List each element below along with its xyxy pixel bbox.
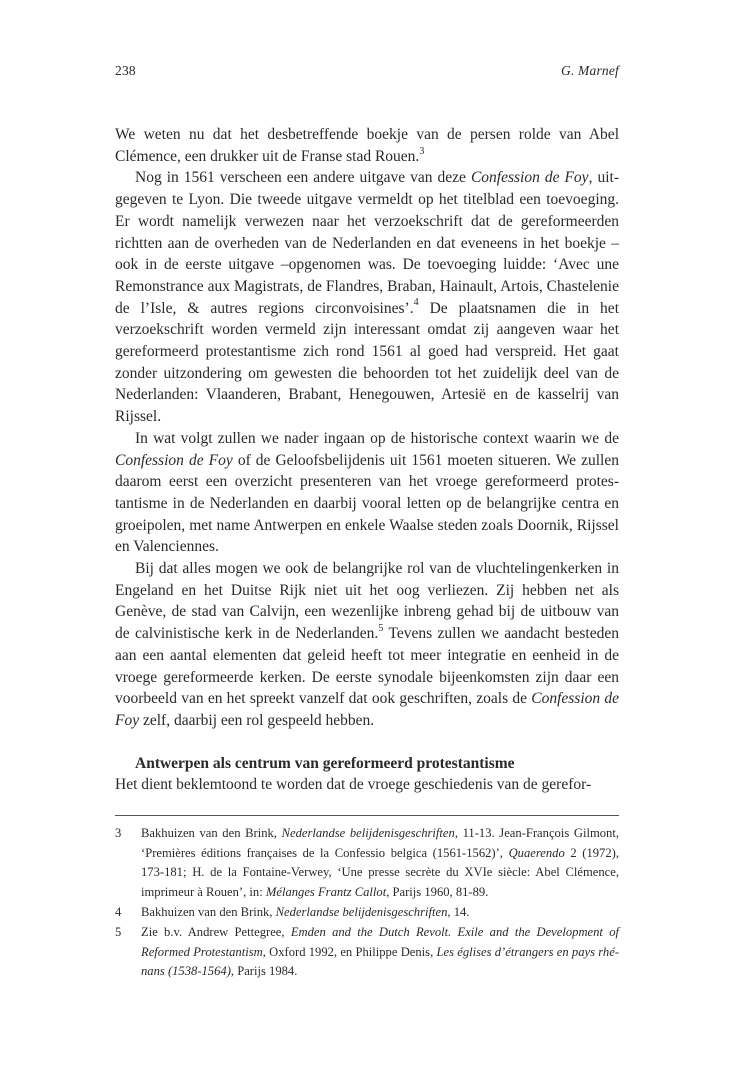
paragraph (115, 124, 619, 167)
footnote-rule (115, 815, 619, 816)
body-text (115, 124, 619, 796)
footnote-number: 5 (115, 924, 122, 939)
text-run: 2 (1972), 173-181; H. de la Fontaine-Verwey, ‘Une presse secrète du XVIe siècle: Abel Clémence, imprimeur à Rouen’, in: (141, 845, 619, 899)
text-run: zelf, daarbij een rol gespeeld hebben. (139, 711, 375, 729)
italic-run: Nederlandse belijdenisgeschriften (275, 904, 448, 919)
footnote (115, 824, 619, 902)
text-run: Tevens zullen we aandacht besteden aan een aantal elementen dat geleid heeft tot meer integratie en eenheid in de vroege gereformeerde kerken. De eerste synodale bijeenkomsten zijn daar een voorbeeld van en het spreekt vanzelf dat ook geschriften, zoals de (115, 625, 619, 708)
text-run: Bakhuizen van den Brink, (141, 826, 282, 840)
italic-run: Quaerendo (508, 845, 565, 860)
italic-run: Nederlandse belijdenisgeschriften (281, 826, 455, 840)
footnote-ref: 4 (413, 297, 419, 309)
text-run: , 11-13. Jean-François Gilmont, ‘Premières éditions françaises de la Confessio belgica (1561-1562)’, (141, 826, 619, 860)
footnote (115, 903, 619, 923)
running-header-author: G. Marnef (560, 63, 619, 78)
paragraphs (115, 124, 619, 732)
text-run: , Parijs 1960, 81-89. (386, 884, 489, 899)
paragraph (115, 428, 619, 558)
italic-run: Confession de Foy (115, 451, 233, 469)
text-run: In wat volgt zullen we nader ingaan op de historische context waarin we de (135, 429, 619, 447)
footnote (115, 923, 619, 982)
text-run: Nog in 1561 verscheen een andere uitgave van deze (135, 169, 471, 187)
text-run: Bakhuizen van den Brink, (141, 904, 276, 919)
footnote-text (141, 824, 619, 902)
text-run: Zie b.v. Andrew Pettegree, (141, 924, 291, 939)
footnote-text (141, 923, 619, 982)
footnote-number: 3 (115, 826, 122, 840)
paragraph (115, 558, 619, 732)
footnote-number: 4 (115, 904, 122, 919)
italic-run: Confession de Foy (115, 690, 619, 729)
text-run: , 14. (447, 904, 470, 919)
text-run: , Oxford 1992, en Philippe Denis, (262, 944, 437, 959)
running-header (115, 63, 619, 83)
footnotes (115, 824, 619, 982)
page-number: 238 (115, 63, 136, 78)
text-run: of de Geloofsbelijdenis uit 1561 moeten situeren. We zullen daarom eerst een overzicht presenteren van het vroege gereformeerd protestantisme in de Nederlanden en daarbij vooral letten op de belangrijke centra en groeipolen, met name Antwerpen en enkele Waalse steden zoals Doornik, Rijssel en Valenciennes. (115, 451, 619, 556)
text-run: Bij dat alles mogen we ook de belangrijke rol van de vluchtelingenkerken in Engeland en het Duitse Rijk niet uit het oog verliezen. Zij hebben net als Genève, de stad van Calvijn, een wezenlijke inbreng gehad bij de uitbouw van de calvinistische kerk in de Nederlanden. (115, 560, 619, 643)
paragraph (115, 167, 619, 427)
text-run: De plaatsnamen die in het verzoekschrift worden vermeld zijn interessant omdat zij aangeven waar het gereformeerd protestantisme zich rond 1561 al goed had verspreid. Het gaat zonder uitzondering om gewesten die behoorden tot het zuidelijk deel van de Nederlanden: Vlaanderen, Brabant, Henegouwen, Artesië en de kasselrij van Rijssel. (115, 299, 619, 426)
italic-run: Confession de Foy (470, 169, 589, 187)
italic-run: Emden and the Dutch Revolt. Exile and the Development of Reformed Protestantism (141, 924, 619, 959)
paragraph: Het dient beklemtoond te worden dat de vroege geschiedenis van de gerefor- (115, 776, 592, 794)
text-run: , Parijs 1984. (230, 964, 298, 979)
footnote-text (141, 903, 619, 923)
text-run: We weten nu dat het desbetreffende boekje van de persen rolde van Abel Clémence, een drukker uit de Franse stad Rouen. (115, 126, 619, 165)
footnote-ref: 5 (378, 623, 384, 635)
italic-run: Mélanges Frantz Callot (265, 884, 387, 899)
section-heading: Antwerpen als centrum van gereformeerd protestantisme (135, 754, 515, 772)
text-run: , uitgegeven te Lyon. Die tweede uitgave vermeldt op het titelblad een toevoeging. Er wordt namelijk verwezen naar het verzoekschrift dat de gereformeerden richtten aan de overheden van de Nederlanden en dat eveneens in het boekje – ook in de eerste uitgave –opgenomen was. De toevoeging luidde: ‘Avec une Remonstrance aux Magistrats, de Flandres, Braban, Hainault, Artois, Chastelenie de l’Isle, & autres regions circonvoisines’. (115, 169, 619, 317)
footnote-ref: 3 (419, 145, 425, 157)
italic-run: Les églises d’étrangers en pays rhénans (1538-1564) (141, 944, 620, 979)
